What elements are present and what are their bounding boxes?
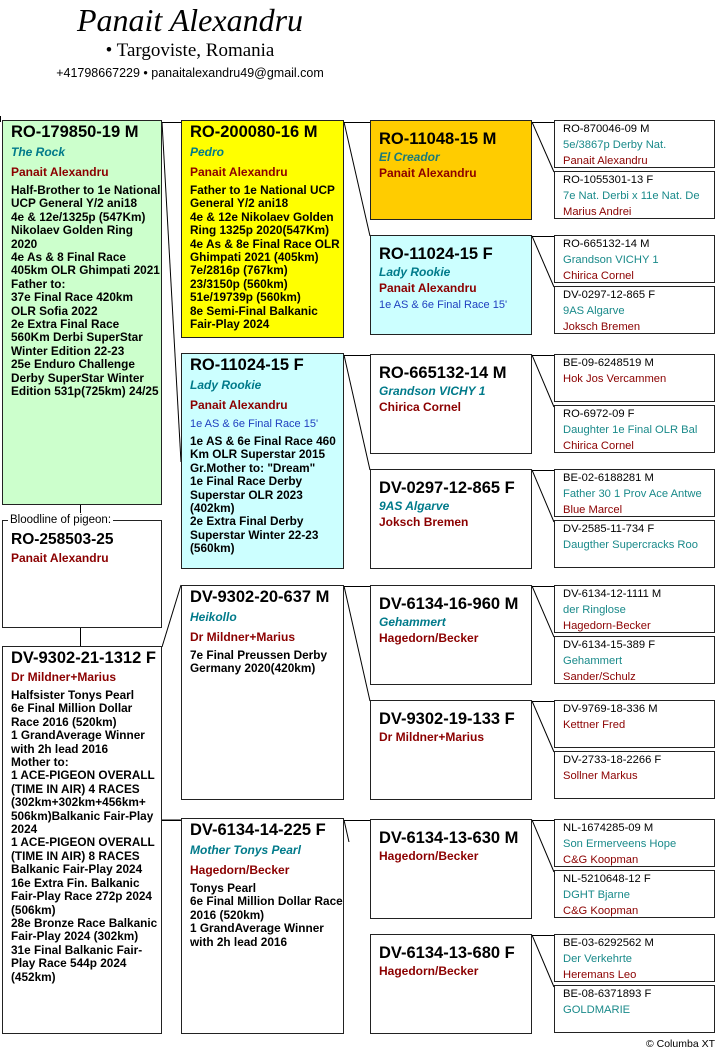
gen4-ring: DV-0297-12-865 F [563,289,656,301]
connector-diagonal [532,236,554,287]
gen3-breeder: Joksch Bremen [379,515,469,529]
gen4-card-11[interactable] [554,700,715,748]
gen4-breeder: Chirica Cornel [563,440,634,452]
dam-dam-name: Mother Tonys Pearl [190,843,301,857]
gen3-card-4[interactable] [370,469,532,569]
gen3-breeder: Panait Alexandru [379,166,477,180]
connector-svg [532,122,555,1057]
connector-svg [162,122,182,822]
sire-card[interactable] [181,120,344,338]
connector-diagonal [344,820,370,842]
gen3-card-3[interactable] [370,354,532,454]
connector-diagonal [532,586,554,637]
gen4-name: der Ringlose [563,604,626,616]
gen3-ring: DV-9302-19-133 F [379,710,515,728]
gen3-card-8[interactable] [370,934,532,1034]
gen4-card-1[interactable] [554,120,715,168]
dam-dam-breeder: Hagedorn/Becker [190,863,290,877]
gen4-name: Father 30 1 Prov Ace Antwe [563,488,702,500]
gen4-name: 5e/3867p Derby Nat. [563,139,667,151]
gen4-ring: DV-2733-18-2266 F [563,754,662,766]
gen4-card-8[interactable] [554,520,715,568]
gen3-breeder: Panait Alexandru [379,281,477,295]
gen4-name: 9AS Algarve [563,305,625,317]
gen3-note: 1e AS & 6e Final Race 15' [379,299,508,311]
gen3-breeder: Hagedorn/Becker [379,631,479,645]
gen3-name: Grandson VICHY 1 [379,384,486,398]
dam-sire-description: 7e Final Preussen Derby Germany 2020(420km) [190,648,328,676]
gen3-ring: DV-6134-13-630 M [379,829,519,847]
connector-diagonal [162,122,181,462]
gen4-ring: BE-09-6248519 M [563,357,654,369]
connector-line [0,116,1,122]
gen3-ring: DV-0297-12-865 F [379,479,515,497]
gen3-name: Lady Rookie [379,265,451,279]
gen4-breeder: C&G Koopman [563,854,639,866]
sire-name: Pedro [190,145,225,159]
sire-ring: RO-200080-16 M [190,123,318,141]
gen3-ring: RO-665132-14 M [379,364,507,382]
gen4-ring: BE-08-6371893 F [563,988,652,1000]
gen3-breeder: Dr Mildner+Marius [379,730,485,744]
pigeon-name: The Rock [11,145,66,159]
pigeon-ring: RO-179850-19 M [11,123,139,141]
gen4-breeder: Blue Marcel [563,504,623,516]
gen4-breeder: Hok Jos Vercammen [563,373,667,385]
dam-sire-ring: DV-9302-20-637 M [190,588,330,606]
gen3-ring: RO-11024-15 F [379,245,493,263]
gen4-breeder: Hagedorn-Becker [563,620,651,632]
bloodline-ring: RO-258503-25 [11,531,114,548]
gen4-name: Daughter 1e Final OLR Bal [563,424,698,436]
gen4-breeder: Marius Andrei [563,206,632,218]
gen4-name: Der Verkehrte [563,953,633,965]
connector-diagonal [532,122,554,172]
gen4-card-14[interactable] [554,870,715,918]
gen4-card-6[interactable] [554,405,715,453]
gen4-ring: DV-9769-18-336 M [563,703,658,715]
connector-line [80,628,81,646]
gen4-name: Son Ermerveens Hope [563,838,677,850]
gen3-ring: DV-6134-16-960 M [379,595,519,613]
gen4-card-9[interactable] [554,585,715,633]
gen4-ring: NL-1674285-09 M [563,822,654,834]
granddam-note: 1e AS & 6e Final Race 15' [190,418,319,430]
dam-dam-card[interactable] [181,818,344,1034]
bloodline-label: Bloodline of pigeon: [10,514,112,526]
gen4-ring: RO-1055301-13 F [563,174,654,186]
bloodline-breeder: Panait Alexandru [11,551,109,565]
dam-card[interactable] [2,646,162,1034]
gen4-ring: DV-2585-11-734 F [563,523,655,535]
gen3-card-1[interactable] [370,120,532,220]
connector-diagonal [344,355,370,470]
dam-sire-breeder: Dr Mildner+Marius [190,630,296,644]
pigeon-card[interactable] [2,120,162,505]
gen3-breeder: Chirica Cornel [379,400,462,414]
gen4-breeder: Kettner Fred [563,719,626,731]
connector-diagonal [344,122,370,236]
connector-diagonal [532,470,554,522]
dam-description: Halfsister Tonys Pearl 6e Final Million Dollar Race 2016 (520km) 1 GrandAverage Winner with 2h lead 2016 Mother to: 1 ACE-PIGEON OVERALL (TIME IN AIR) 4 RACES (302km+302km+456km+ 506km)Balkanic Fair-Play 2024 1 ACE-PIGEON OVERALL (TIME IN AIR) 8 RACES Balkanic Fair-Play 2024 16e Extra Fin. Balkanic Fair-Play Race 272p 2024 (506km) 28e Bronze Race Balkanic Fair-Play 2024 (302km) 31e Final Balkanic Fair-Play Race 544p 2024 (452km) [11,688,158,984]
gen4-name: DGHT Bjarne [563,889,630,901]
gen4-card-10[interactable] [554,636,715,684]
gen3-breeder: Hagedorn/Becker [379,964,479,978]
gen4-card-16[interactable] [554,985,715,1033]
granddam-breeder: Panait Alexandru [190,398,288,412]
gen4-ring: DV-6134-12-1111 M [563,588,662,600]
gen4-ring: RO-870046-09 M [563,123,650,135]
owner-contact: +41798667229 • panaitalexandru49@gmail.com [56,66,324,80]
gen4-card-5[interactable] [554,354,715,402]
gen3-card-2[interactable] [370,235,532,335]
gen4-breeder: C&G Koopman [563,905,639,917]
sire-breeder: Panait Alexandru [190,165,288,179]
connector-svg [344,122,371,842]
granddam-name: Lady Rookie [190,378,262,392]
gen4-breeder: Joksch Bremen [563,321,641,333]
gen4-card-13[interactable] [554,819,715,867]
connector-diagonal [532,935,554,987]
gen4-breeder: Chirica Cornel [563,270,634,282]
gen3-card-6[interactable] [370,700,532,800]
bloodline-card[interactable] [2,520,162,628]
gen3-ring: DV-6134-13-680 F [379,944,515,962]
gen4-name: Grandson VICHY 1 [563,254,659,266]
gen4-card-15[interactable] [554,934,715,982]
gen4-card-12[interactable] [554,751,715,799]
gen4-breeder: Panait Alexandru [563,155,648,167]
dam-dam-ring: DV-6134-14-225 F [190,821,326,839]
dam-dam-description: Tonys Pearl 6e Final Million Dollar Race 2016 (520km) 1 GrandAverage Winner with 2h lead 2016 [190,881,343,949]
granddam-ring: RO-11024-15 F [190,356,304,374]
gen4-ring: RO-6972-09 F [563,408,635,420]
gen3-name: El Creador [379,150,440,164]
granddam-card[interactable] [181,353,344,569]
owner-name: Panait Alexandru [76,2,304,38]
gen3-ring: RO-11048-15 M [379,130,497,148]
pigeon-breeder: Panait Alexandru [11,165,109,179]
gen3-card-7[interactable] [370,819,532,919]
gen4-ring: BE-02-6188281 M [563,472,654,484]
connector-diagonal [162,585,181,647]
gen4-name: Daugther Supercracks Roo [563,539,698,551]
gen4-breeder: Sander/Schulz [563,671,636,683]
connector-diagonal [344,586,370,701]
dam-sire-name: Heikollo [190,610,237,624]
connector-diagonal [532,820,554,872]
gen4-card-2[interactable] [554,171,715,219]
gen4-ring: RO-665132-14 M [563,238,650,250]
gen4-card-7[interactable] [554,469,715,517]
dam-breeder: Dr Mildner+Marius [11,670,117,684]
connector-diagonal [532,355,554,407]
granddam-description: 1e AS & 6e Final Race 460 Km OLR Superstar 2015 Gr.Mother to: "Dream" 1e Final Race Derby Superstar OLR 2023 (402km) 2e Extra Final Derby Superstar Winter 22-23 (560km) [190,434,336,556]
footer-credit: © Columba XT [645,1038,715,1050]
gen3-breeder: Hagedorn/Becker [379,849,479,863]
gen4-breeder: Heremans Leo [563,969,637,981]
gen4-ring: BE-03-6292562 M [563,937,654,949]
gen4-ring: DV-6134-15-389 F [563,639,656,651]
gen4-name: 7e Nat. Derbi x 11e Nat. De [563,190,700,202]
gen4-card-4[interactable] [554,286,715,334]
gen4-name: GOLDMARIE [563,1004,631,1016]
gen3-card-5[interactable] [370,585,532,685]
gen4-ring: NL-5210648-12 F [563,873,651,885]
pigeon-description: Half-Brother to 1e National UCP General Y/2 ani18 4e & 12e/1325p (547Km) Nikolaev Golden Ring 2020 4e As & 8 Final Race 405km OLR Ghimpati 2021 Father to: 37e Final Race 420km OLR Sofia 2022 2e Extra Final Race 560Km Derbi SuperStar Winter Edition 22-23 25e Enduro Challenge Derby SuperStar Winter Edition 531p(725km) 24/25 [11,183,161,399]
gen3-name: Gehammert [379,615,446,629]
connector-diagonal [532,701,554,752]
gen4-name: Gehammert [563,655,623,667]
gen4-card-3[interactable] [554,235,715,283]
gen4-breeder: Sollner Markus [563,770,638,782]
sire-description: Father to 1e National UCP General Y/2 ani18 4e & 12e Nikolaev Golden Ring 1325p 2020(547Km) 4e As & 8e Final Race OLR Ghimpati 2021 (405km) 7e/2816p (767km) 23/3150p (560km) 51e/19739p (560km) 8e Semi-Final Balkanic Fair-Play 2024 [190,183,340,332]
dam-ring: DV-9302-21-1312 F [11,649,156,667]
dam-sire-card[interactable] [181,585,344,800]
owner-location: • Targoviste, Romania [105,40,275,61]
gen3-name: 9AS Algarve [379,499,450,513]
